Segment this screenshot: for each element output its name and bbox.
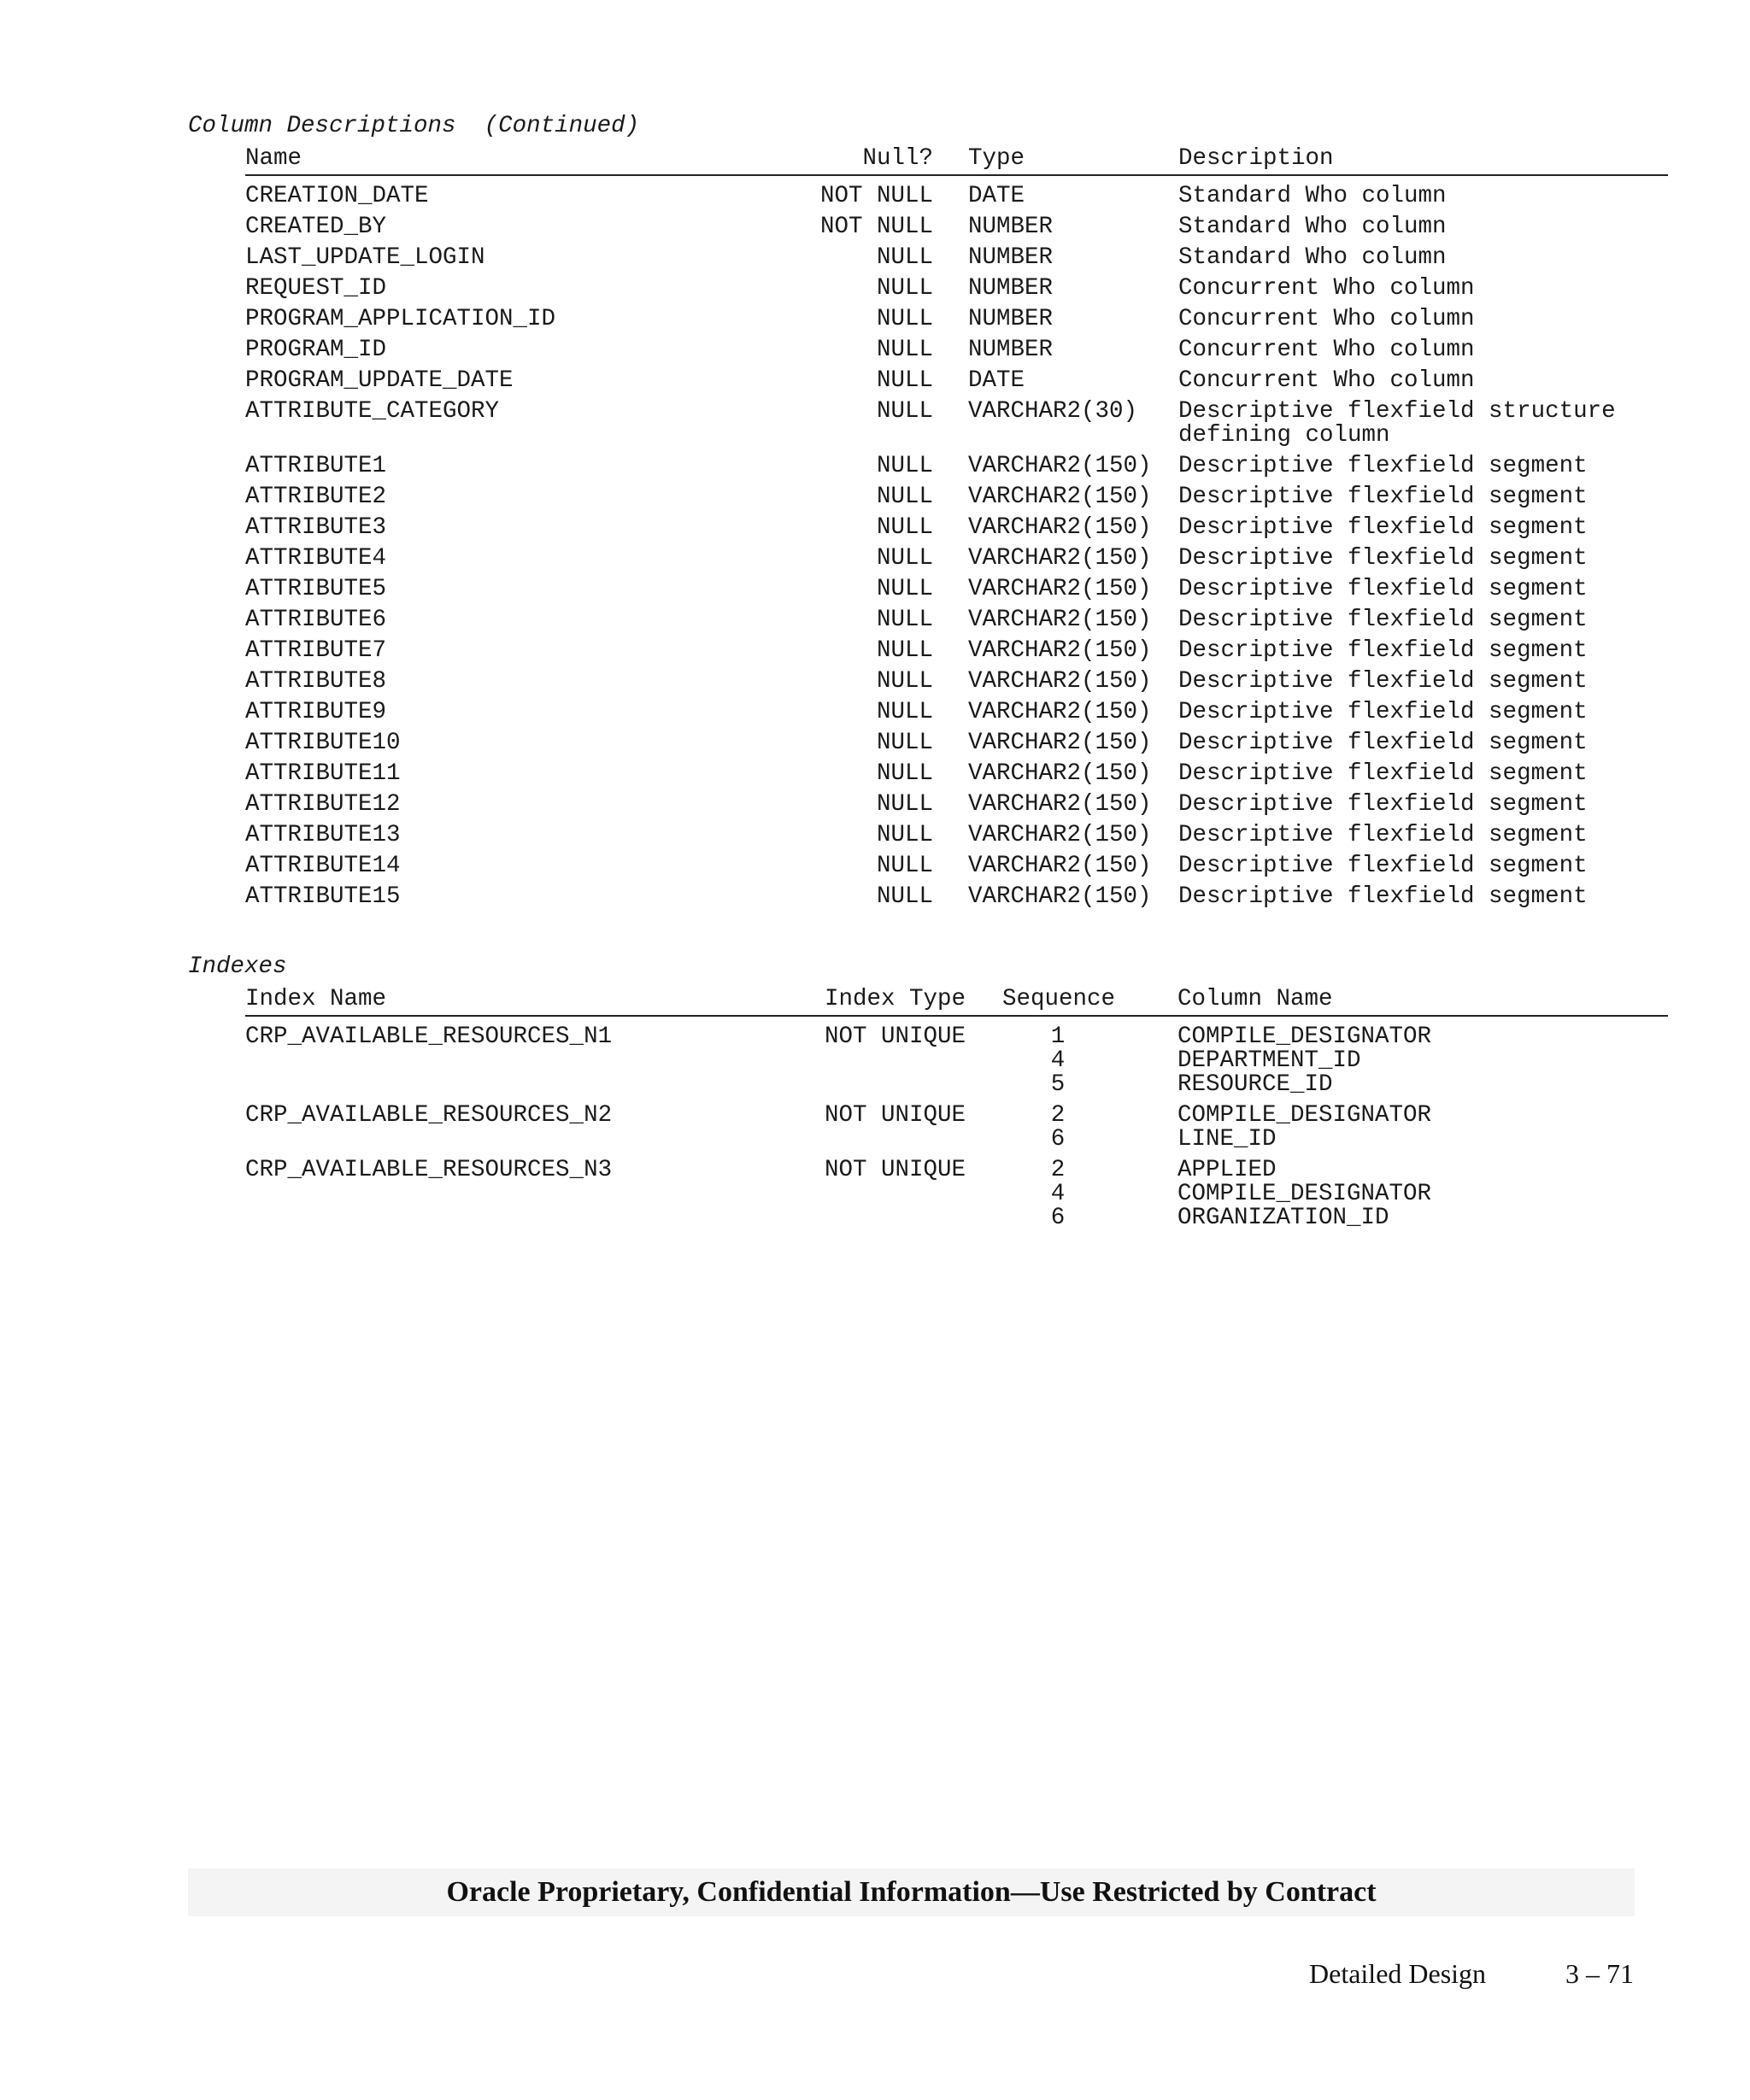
column-description bbox=[1178, 277, 1475, 301]
index-column-name: COMPILE_DESIGNATOR bbox=[1177, 1102, 1432, 1129]
description-line: Descriptive flexfield segment bbox=[1178, 699, 1588, 725]
table-row bbox=[245, 243, 1668, 273]
column-name: ATTRIBUTE8 bbox=[245, 668, 387, 695]
index-sequence: 2 bbox=[1050, 1102, 1066, 1129]
null-constraint: NULL bbox=[876, 760, 933, 787]
index-column-name: COMPILE_DESIGNATOR bbox=[1177, 1024, 1432, 1050]
null-constraint: NOT NULL bbox=[819, 214, 933, 240]
null-constraint: NULL bbox=[876, 637, 933, 664]
data-type: VARCHAR2(150) bbox=[968, 514, 1152, 541]
column-description bbox=[1178, 670, 1588, 694]
null-constraint: NOT NULL bbox=[819, 183, 933, 209]
indexes-header bbox=[245, 984, 1668, 1017]
table-row bbox=[245, 759, 1668, 789]
column-name: ATTRIBUTE12 bbox=[245, 791, 401, 818]
null-constraint: NULL bbox=[876, 576, 933, 602]
column-description bbox=[1178, 308, 1475, 331]
null-constraint: NULL bbox=[876, 453, 933, 479]
description-line: Descriptive flexfield segment bbox=[1178, 637, 1588, 664]
table-row bbox=[245, 636, 1668, 666]
data-type: DATE bbox=[968, 367, 1025, 394]
table-row bbox=[245, 820, 1668, 851]
column-name: PROGRAM_UPDATE_DATE bbox=[245, 367, 514, 394]
column-name: ATTRIBUTE3 bbox=[245, 514, 387, 541]
column-name: PROGRAM_ID bbox=[245, 337, 387, 363]
index-sequence: 5 bbox=[1050, 1071, 1066, 1098]
section-title-text: Column Descriptions bbox=[188, 113, 456, 139]
header-index-name: Index Name bbox=[245, 986, 387, 1012]
data-type: VARCHAR2(150) bbox=[968, 822, 1152, 848]
column-description bbox=[1178, 885, 1588, 909]
table-row bbox=[245, 513, 1668, 543]
continued-label: (Continued) bbox=[484, 113, 640, 139]
description-line: Descriptive flexfield segment bbox=[1178, 730, 1588, 756]
table-row bbox=[245, 605, 1668, 636]
description-line: Descriptive flexfield segment bbox=[1178, 545, 1588, 572]
null-constraint: NULL bbox=[876, 337, 933, 363]
column-descriptions-title bbox=[188, 111, 639, 142]
column-description bbox=[1178, 762, 1588, 786]
data-type: VARCHAR2(150) bbox=[968, 668, 1152, 695]
column-name: ATTRIBUTE_CATEGORY bbox=[245, 398, 500, 425]
column-name: REQUEST_ID bbox=[245, 275, 387, 302]
column-description bbox=[1178, 485, 1588, 509]
column-description bbox=[1178, 547, 1588, 571]
data-type: VARCHAR2(150) bbox=[968, 453, 1152, 479]
column-name: ATTRIBUTE11 bbox=[245, 760, 401, 787]
index-column-name: DEPARTMENT_ID bbox=[1177, 1047, 1361, 1074]
column-description bbox=[1178, 793, 1588, 817]
data-type: VARCHAR2(30) bbox=[968, 398, 1138, 425]
column-description bbox=[1178, 400, 1616, 448]
description-line: Descriptive flexfield structure bbox=[1178, 398, 1616, 425]
table-row bbox=[245, 574, 1668, 605]
data-type: NUMBER bbox=[968, 214, 1054, 240]
header-null: Null? bbox=[862, 145, 933, 172]
data-type: VARCHAR2(150) bbox=[968, 607, 1152, 633]
index-sequence: 2 bbox=[1050, 1157, 1066, 1183]
index-group bbox=[245, 1022, 1668, 1100]
description-line: Descriptive flexfield segment bbox=[1178, 668, 1588, 695]
null-constraint: NULL bbox=[876, 367, 933, 394]
data-type: VARCHAR2(150) bbox=[968, 883, 1152, 910]
column-name: PROGRAM_APPLICATION_ID bbox=[245, 306, 556, 332]
column-name: ATTRIBUTE6 bbox=[245, 607, 387, 633]
page-number: 3 – 71 bbox=[1565, 1958, 1634, 1989]
table-row bbox=[245, 728, 1668, 759]
data-type: VARCHAR2(150) bbox=[968, 699, 1152, 725]
column-name: ATTRIBUTE2 bbox=[245, 484, 387, 510]
index-sequence: 1 bbox=[1050, 1024, 1066, 1050]
data-type: NUMBER bbox=[968, 275, 1054, 302]
description-line: Standard Who column bbox=[1178, 214, 1447, 240]
description-line: Concurrent Who column bbox=[1178, 367, 1475, 394]
footer-section-name: Detailed Design bbox=[1309, 1958, 1487, 1989]
index-type: NOT UNIQUE bbox=[825, 1102, 966, 1129]
table-row bbox=[245, 212, 1668, 243]
table-row bbox=[245, 851, 1668, 882]
column-name: CREATED_BY bbox=[245, 214, 387, 240]
column-name: ATTRIBUTE15 bbox=[245, 883, 401, 910]
data-type: NUMBER bbox=[968, 306, 1054, 332]
table-row bbox=[245, 335, 1668, 366]
index-sequence: 4 bbox=[1050, 1181, 1066, 1207]
null-constraint: NULL bbox=[876, 668, 933, 695]
null-constraint: NULL bbox=[876, 607, 933, 633]
column-description bbox=[1178, 246, 1447, 270]
null-constraint: NULL bbox=[876, 244, 933, 271]
description-line: Standard Who column bbox=[1178, 244, 1447, 271]
header-type: Type bbox=[968, 145, 1025, 172]
index-name: CRP_AVAILABLE_RESOURCES_N3 bbox=[245, 1157, 613, 1183]
description-line: Descriptive flexfield segment bbox=[1178, 576, 1588, 602]
table-row bbox=[245, 789, 1668, 820]
table-row bbox=[245, 697, 1668, 728]
description-line: Descriptive flexfield segment bbox=[1178, 453, 1588, 479]
null-constraint: NULL bbox=[876, 883, 933, 910]
data-type: VARCHAR2(150) bbox=[968, 576, 1152, 602]
data-type: NUMBER bbox=[968, 244, 1054, 271]
index-sequence: 6 bbox=[1050, 1205, 1066, 1231]
null-constraint: NULL bbox=[876, 514, 933, 541]
null-constraint: NULL bbox=[876, 484, 933, 510]
column-description bbox=[1178, 639, 1588, 663]
column-name: ATTRIBUTE5 bbox=[245, 576, 387, 602]
index-column-name: ORGANIZATION_ID bbox=[1177, 1205, 1389, 1231]
table-row bbox=[245, 666, 1668, 697]
data-type: VARCHAR2(150) bbox=[968, 545, 1152, 572]
table-row bbox=[245, 366, 1668, 396]
null-constraint: NULL bbox=[876, 398, 933, 425]
description-line: Descriptive flexfield segment bbox=[1178, 760, 1588, 787]
header-description: Description bbox=[1178, 145, 1334, 172]
description-line: Descriptive flexfield segment bbox=[1178, 822, 1588, 848]
index-type: NOT UNIQUE bbox=[825, 1157, 966, 1183]
column-description bbox=[1178, 854, 1588, 878]
index-name: CRP_AVAILABLE_RESOURCES_N1 bbox=[245, 1024, 613, 1050]
column-name: ATTRIBUTE4 bbox=[245, 545, 387, 572]
index-column-name: LINE_ID bbox=[1177, 1126, 1277, 1153]
column-name: ATTRIBUTE10 bbox=[245, 730, 401, 756]
table-row bbox=[245, 181, 1668, 212]
null-constraint: NULL bbox=[876, 275, 933, 302]
column-name: CREATION_DATE bbox=[245, 183, 429, 209]
description-line: Descriptive flexfield segment bbox=[1178, 607, 1588, 633]
null-constraint: NULL bbox=[876, 545, 933, 572]
header-name: Name bbox=[245, 145, 302, 172]
null-constraint: NULL bbox=[876, 699, 933, 725]
column-description bbox=[1178, 731, 1588, 755]
header-sequence: Sequence bbox=[1002, 986, 1116, 1012]
null-constraint: NULL bbox=[876, 822, 933, 848]
table-row bbox=[245, 396, 1668, 451]
column-descriptions-header bbox=[245, 144, 1668, 176]
data-type: VARCHAR2(150) bbox=[968, 760, 1152, 787]
column-description bbox=[1178, 338, 1475, 362]
null-constraint: NULL bbox=[876, 853, 933, 879]
null-constraint: NULL bbox=[876, 730, 933, 756]
description-line: Standard Who column bbox=[1178, 183, 1447, 209]
table-row bbox=[245, 543, 1668, 574]
null-constraint: NULL bbox=[876, 791, 933, 818]
description-line: Concurrent Who column bbox=[1178, 306, 1475, 332]
column-name: ATTRIBUTE7 bbox=[245, 637, 387, 664]
column-description bbox=[1178, 701, 1588, 724]
data-type: VARCHAR2(150) bbox=[968, 637, 1152, 664]
column-description bbox=[1178, 824, 1588, 848]
description-line: Descriptive flexfield segment bbox=[1178, 484, 1588, 510]
column-description bbox=[1178, 455, 1588, 478]
confidential-notice: Oracle Proprietary, Confidential Information––Use Restricted by Contract bbox=[188, 1868, 1635, 1916]
index-group bbox=[245, 1155, 1668, 1234]
column-name: ATTRIBUTE14 bbox=[245, 853, 401, 879]
column-name: LAST_UPDATE_LOGIN bbox=[245, 244, 485, 271]
index-sequence: 4 bbox=[1050, 1047, 1066, 1074]
description-line: Descriptive flexfield segment bbox=[1178, 514, 1588, 541]
table-row bbox=[245, 451, 1668, 482]
table-row bbox=[245, 304, 1668, 335]
description-line: Descriptive flexfield segment bbox=[1178, 853, 1588, 879]
data-type: DATE bbox=[968, 183, 1025, 209]
index-column-name: COMPILE_DESIGNATOR bbox=[1177, 1181, 1432, 1207]
table-row bbox=[245, 273, 1668, 304]
column-descriptions-table bbox=[245, 181, 1668, 912]
null-constraint: NULL bbox=[876, 306, 933, 332]
index-sequence: 6 bbox=[1050, 1126, 1066, 1153]
index-column-name: RESOURCE_ID bbox=[1177, 1071, 1333, 1098]
column-description bbox=[1178, 369, 1475, 393]
header-index-type: Index Type bbox=[825, 986, 966, 1012]
description-line: defining column bbox=[1178, 422, 1390, 449]
column-description bbox=[1178, 578, 1588, 601]
table-row bbox=[245, 482, 1668, 513]
description-line: Descriptive flexfield segment bbox=[1178, 791, 1588, 818]
column-description bbox=[1178, 185, 1447, 208]
description-line: Descriptive flexfield segment bbox=[1178, 883, 1588, 910]
description-line: Concurrent Who column bbox=[1178, 337, 1475, 363]
header-column-name: Column Name bbox=[1177, 986, 1333, 1012]
index-column-name: APPLIED bbox=[1177, 1157, 1277, 1183]
description-line: Concurrent Who column bbox=[1178, 275, 1475, 302]
column-name: ATTRIBUTE9 bbox=[245, 699, 387, 725]
column-description bbox=[1178, 608, 1588, 632]
index-type: NOT UNIQUE bbox=[825, 1024, 966, 1050]
index-name: CRP_AVAILABLE_RESOURCES_N2 bbox=[245, 1102, 613, 1129]
column-name: ATTRIBUTE1 bbox=[245, 453, 387, 479]
data-type: VARCHAR2(150) bbox=[968, 791, 1152, 818]
indexes-table bbox=[245, 1022, 1668, 1234]
index-group bbox=[245, 1100, 1668, 1155]
data-type: VARCHAR2(150) bbox=[968, 730, 1152, 756]
data-type: VARCHAR2(150) bbox=[968, 484, 1152, 510]
indexes-title: Indexes bbox=[188, 953, 287, 980]
column-description bbox=[1178, 516, 1588, 540]
column-name: ATTRIBUTE13 bbox=[245, 822, 401, 848]
data-type: NUMBER bbox=[968, 337, 1054, 363]
column-description bbox=[1178, 215, 1447, 239]
table-row bbox=[245, 882, 1668, 912]
data-type: VARCHAR2(150) bbox=[968, 853, 1152, 879]
